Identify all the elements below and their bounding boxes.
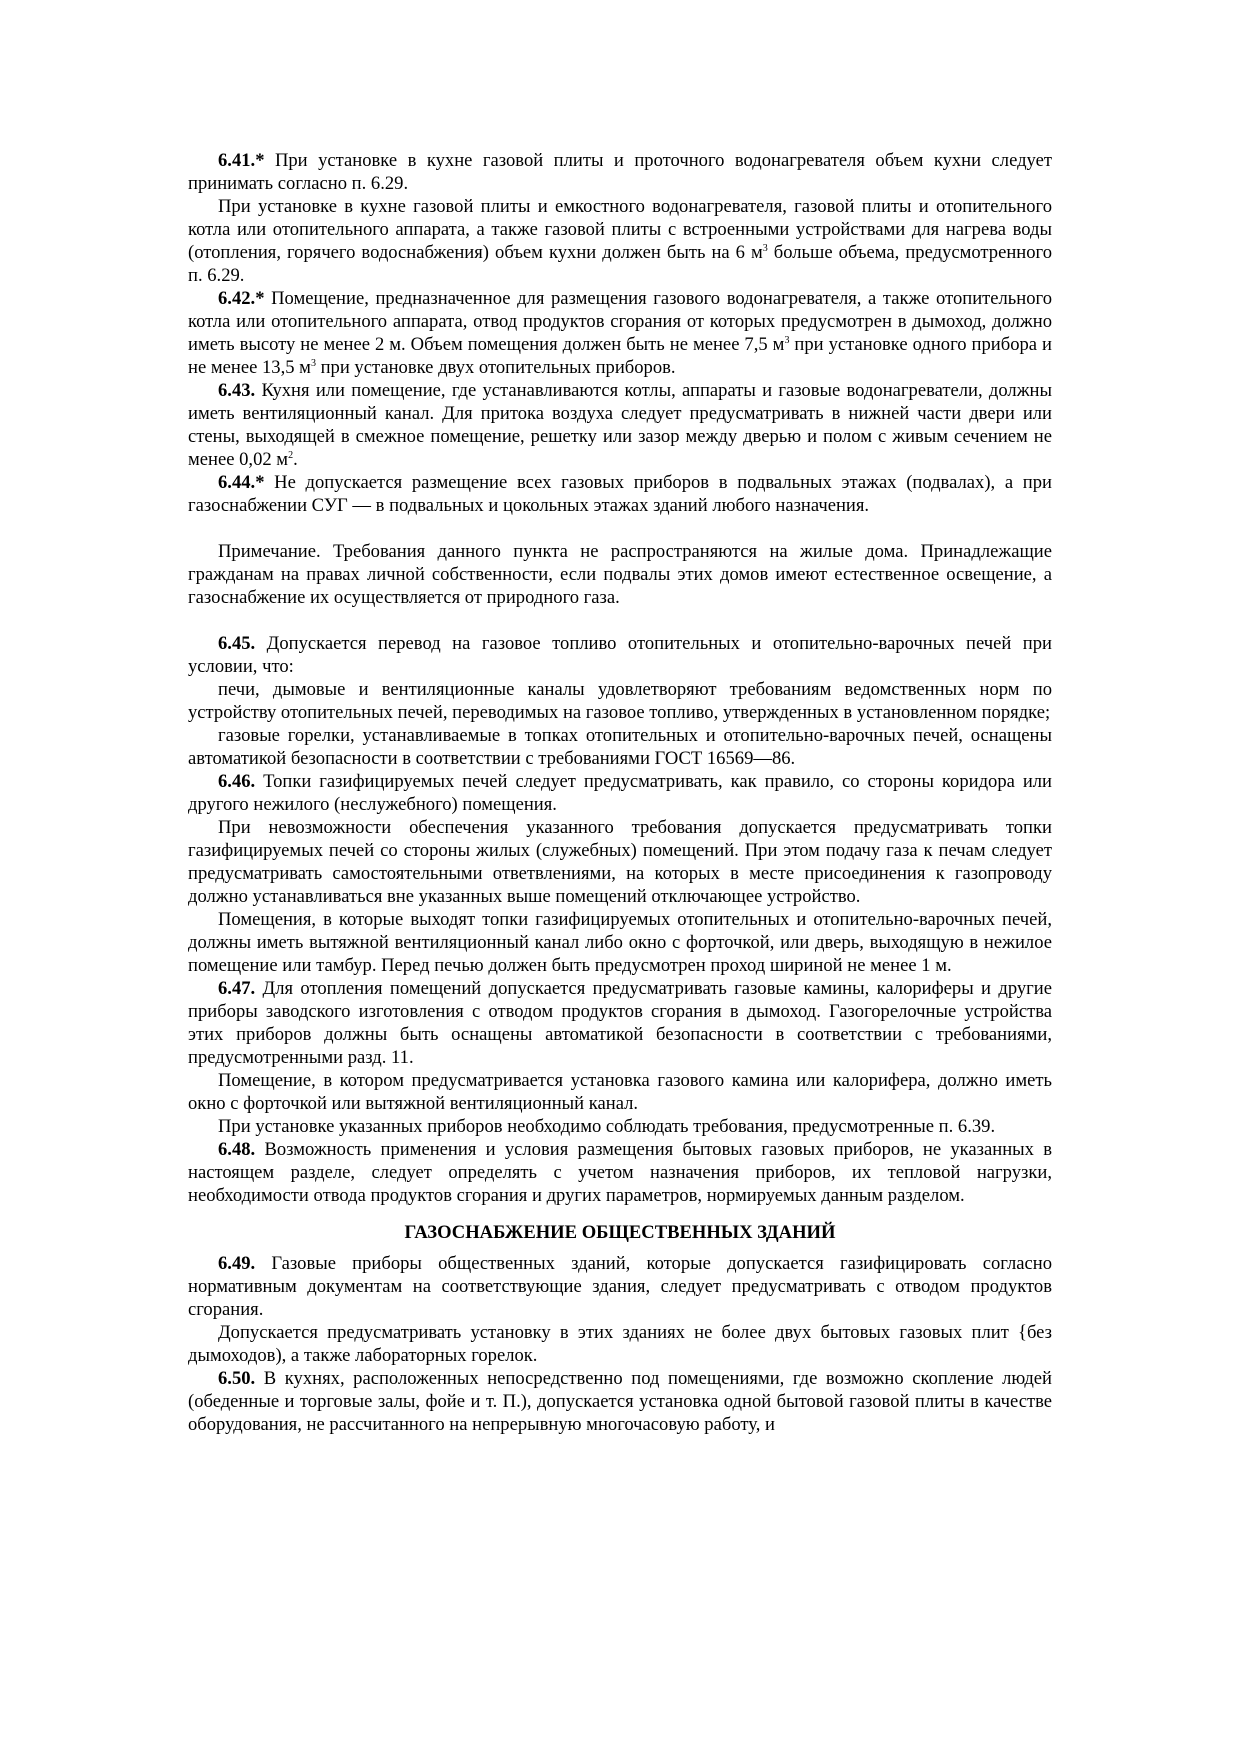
paragraph-6-43 <box>188 379 1052 471</box>
paragraph-text: при установке одного прибора и не менее 13,5 м <box>188 334 1052 378</box>
paragraph-6-47-continued-1: Помещение, в котором предусматривается установка газового камина или калорифера, должно иметь окно с форточкой или вытяжной вентиляционный канал. <box>188 1070 1052 1114</box>
spacer <box>188 609 1052 632</box>
clause-number: 6.41.* <box>218 150 265 171</box>
section-heading: ГАЗОСНАБЖЕНИЕ ОБЩЕСТВЕННЫХ ЗДАНИЙ <box>404 1222 836 1243</box>
clause-number: 6.42.* <box>218 288 265 309</box>
paragraph-text: при установке двух отопительных приборов. <box>315 357 676 378</box>
paragraph-text: больше объема, предусмотренного п. 6.29. <box>188 242 1052 286</box>
paragraph-text: . <box>293 449 298 470</box>
clause-number: 6.45. <box>218 633 256 654</box>
paragraph-text: Помещение, предназначенное для размещения газового водонагревателя, а также отопительного котла или отопительного аппарата, отвод продуктов сгорания от которых предусмотрен в дымоход, должно иметь высоту не менее 2 м. Объем помещения должен быть не менее 7,5 м <box>188 288 1052 355</box>
clause-number: 6.43. <box>218 380 256 401</box>
spacer <box>188 517 1052 540</box>
superscript: 3 <box>310 358 316 369</box>
paragraph-text: В кухнях, расположенных непосредственно под помещениями, где возможно скопление людей (обеденные и торговые залы, фойе и т. П.), допускается установка одной бытовой газовой плиты в качестве оборудования, не рассчитанного на непрерывную многочасовую работу, и <box>188 1368 1052 1435</box>
paragraph-6-46-continued-2: Помещения, в которые выходят топки газифицируемых отопительных и отопительно-варочных печей, должны иметь вытяжной вентиляционный канал либо окно с форточкой, или дверь, выходящую в нежилое помещение или тамбур. Перед печью должен быть предусмотрен проход шириной не менее 1 м. <box>188 909 1052 976</box>
paragraph-6-46-continued-1: При невозможности обеспечения указанного требования допускается предусматривать топки газифицируемых печей со стороны жилых (служебных) помещений. При этом подачу газа к печам следует предусматривать самостоятельными ответвлениями, на которых в месте присоединения к газопроводу должно устанавливаться вне указанных выше помещений отключающее устройство. <box>188 817 1052 907</box>
clause-number: 6.47. <box>218 978 256 999</box>
paragraph-6-46 <box>188 770 1052 816</box>
paragraph-6-50 <box>188 1367 1052 1436</box>
paragraph-6-42 <box>188 287 1052 379</box>
paragraph-text: Для отопления помещений допускается предусматривать газовые камины, калориферы и другие приборы заводского изготовления с отводом продуктов сгорания в дымоход. Газогорелочные устройства этих приборов должны быть оснащены автоматикой безопасности в соответствии с требованиями, предусмотренными разд. 11. <box>188 978 1052 1068</box>
paragraph-6-45-item-2: газовые горелки, устанавливаемые в топках отопительных и отопительно-варочных печей, оснащены автоматикой безопасности в соответствии с требованиями ГОСТ 16569—86. <box>188 725 1052 769</box>
paragraph-text: Допускается перевод на газовое топливо отопительных и отопительно-варочных печей при условии, что: <box>188 633 1052 677</box>
superscript: 2 <box>288 450 294 461</box>
paragraph-text: Не допускается размещение всех газовых приборов в подвальных этажах (подвалах), а при газоснабжении СУГ — в подвальных и цокольных этажах зданий любого назначения. <box>188 472 1052 516</box>
paragraph-text: Топки газифицируемых печей следует предусматривать, как правило, со стороны коридора или другого нежилого (неслужебного) помещения. <box>188 771 1052 815</box>
paragraph-6-47-continued-2: При установке указанных приборов необходимо соблюдать требования, предусмотренные п. 6.39. <box>218 1116 996 1137</box>
paragraph-text: Газовые приборы общественных зданий, которые допускается газифицировать согласно нормативным документам на соответствующие здания, следует предусматривать с отводом продуктов сгорания. <box>188 1253 1052 1320</box>
clause-number: 6.44.* <box>218 472 265 493</box>
superscript: 3 <box>784 335 790 346</box>
paragraph-6-47 <box>188 977 1052 1069</box>
paragraph-text: Кухня или помещение, где устанавливаются котлы, аппараты и газовые водонагреватели, должны иметь вентиляционный канал. Для притока воздуха следует предусматривать в нижней части двери или стены, выходящей в смежное помещение, решетку или зазор между дверью и полом с живым сечением не менее 0,02 м <box>188 380 1052 470</box>
paragraph-6-49-continued: Допускается предусматривать установку в этих зданиях не более двух бытовых газовых плит {без дымоходов), а также лабораторных горелок. <box>188 1322 1052 1366</box>
clause-number: 6.46. <box>218 771 256 792</box>
paragraph-6-41-continued <box>188 195 1052 287</box>
paragraph-text: Возможность применения и условия размещения бытовых газовых приборов, не указанных в настоящем разделе, следует определять с учетом назначения приборов, их тепловой нагрузки, необходимости отвода продуктов сгорания и других параметров, нормируемых данным разделом. <box>188 1139 1052 1206</box>
paragraph-6-49 <box>188 1252 1052 1321</box>
paragraph-text: При установке в кухне газовой плиты и емкостного водонагревателя, газовой плиты и отопительного котла или отопительного аппарата, а также газовой плиты с встроенными устройствами для нагрева воды (отопления, горячего водоснабжения) объем кухни должен быть на 6 м <box>188 196 1052 263</box>
clause-number: 6.48. <box>218 1139 256 1160</box>
paragraph-text: При установке в кухне газовой плиты и проточного водонагревателя объем кухни следует принимать согласно п. 6.29. <box>188 150 1052 194</box>
superscript: 3 <box>762 243 768 254</box>
paragraph-6-44 <box>188 471 1052 517</box>
paragraph-6-41 <box>188 149 1052 195</box>
document-page <box>188 149 1052 1436</box>
clause-number: 6.50. <box>218 1368 256 1389</box>
paragraph-6-48 <box>188 1138 1052 1207</box>
paragraph-6-45 <box>188 632 1052 678</box>
clause-number: 6.49. <box>218 1253 256 1274</box>
note-paragraph: Примечание. Требования данного пункта не распространяются на жилые дома. Принадлежащие гражданам на правах личной собственности, если подвалы этих домов имеют естественное освещение, а газоснабжение их осуществляется от природного газа. <box>188 541 1052 608</box>
paragraph-6-45-item-1: печи, дымовые и вентиляционные каналы удовлетворяют требованиям ведомственных норм по устройству отопительных печей, переводимых на газовое топливо, утвержденных в установленном порядке; <box>188 679 1052 723</box>
